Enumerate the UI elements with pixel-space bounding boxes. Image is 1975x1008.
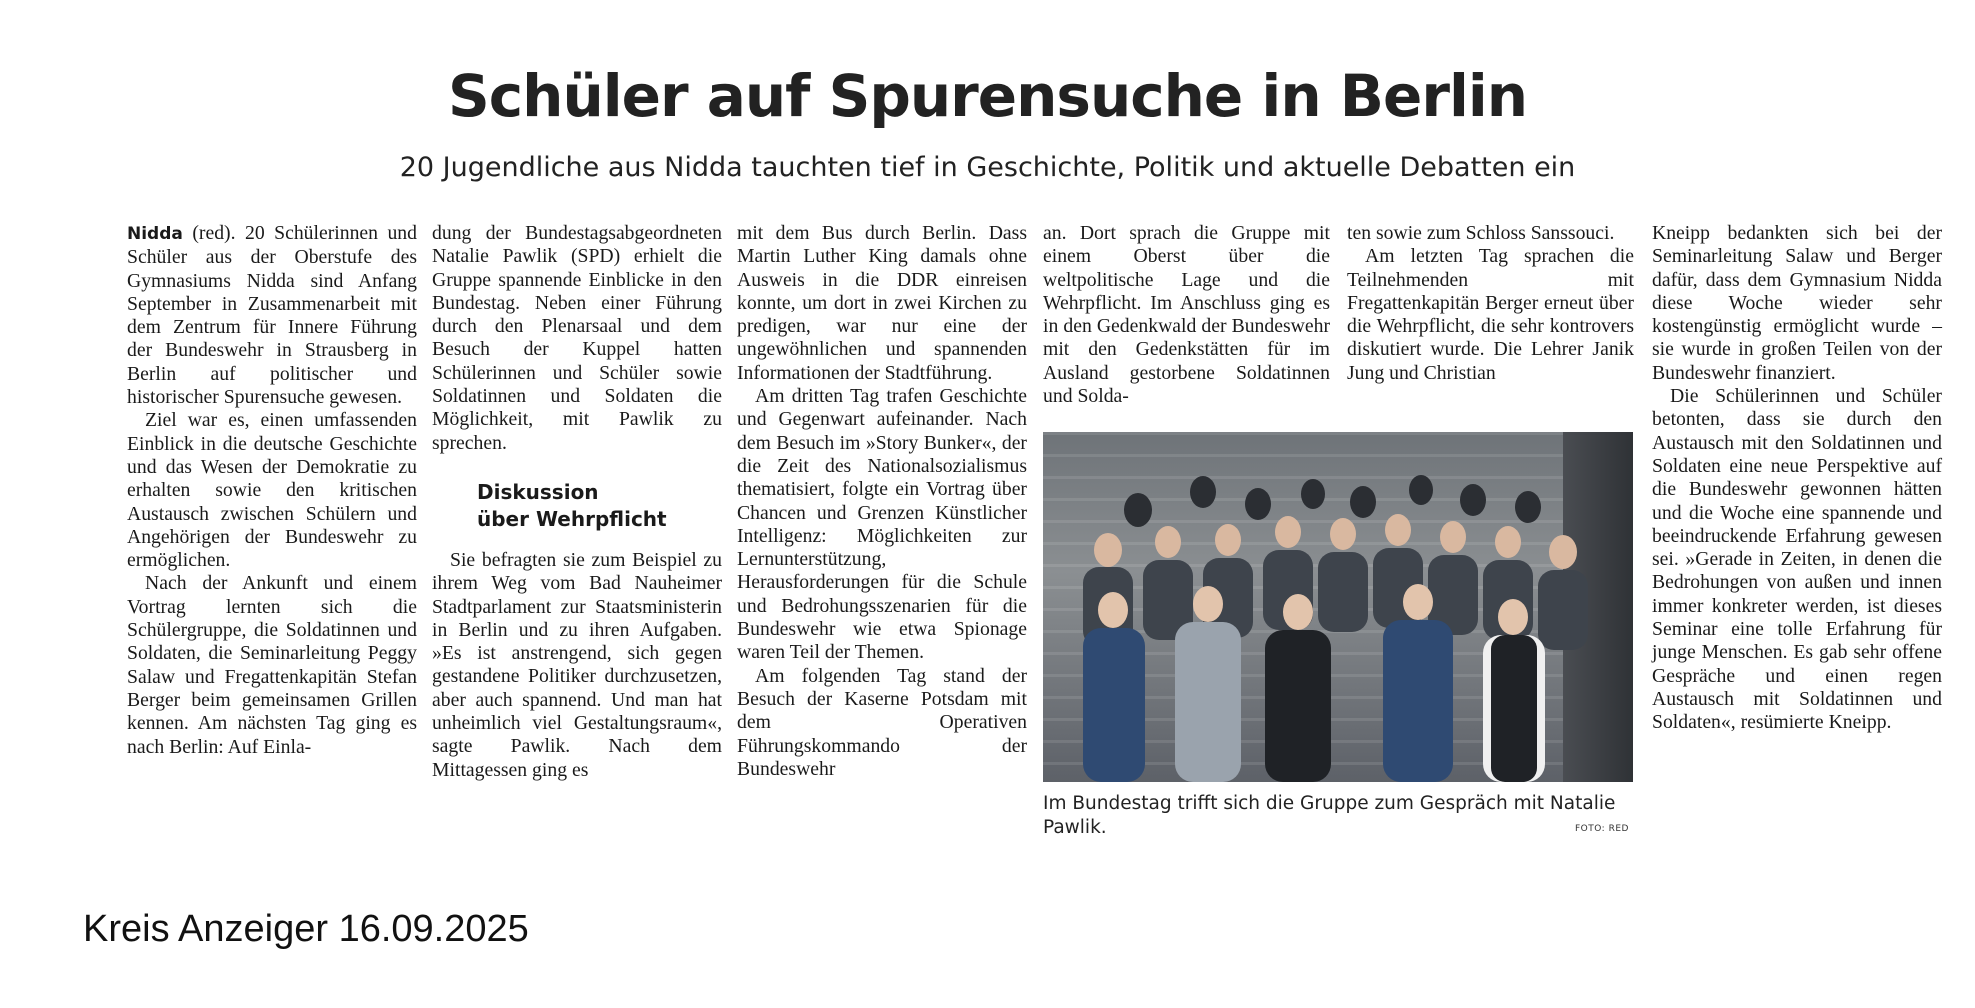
group-photo bbox=[1043, 432, 1633, 782]
column-4-paragraph-1: an. Dort sprach die Gruppe mit einem Oberst über die weltpolitische Lage und die Wehrpflicht. Im Anschluss ging es in den Gedenkwald der Bundeswehr mit den Gedenkstätten für im Ausland gestorbene Soldatinnen und Solda- bbox=[1043, 222, 1330, 408]
subheading-line-2: über Wehrpflicht bbox=[477, 506, 667, 531]
photo-caption: Im Bundestag trifft sich die Gruppe zum Gespräch mit Natalie Pawlik. bbox=[1043, 793, 1616, 838]
article-column-4 bbox=[1043, 222, 1330, 408]
column-6-paragraph-1: Kneipp bedankten sich bei der Seminarleitung Salaw und Berger dafür, dass dem Gymnasium Nidda diese Woche wieder sehr kostengünstig ermöglicht wurde – sie wurde in großen Teilen von der Bundeswehr finanziert. bbox=[1652, 222, 1942, 384]
group-people-illustration bbox=[1043, 432, 1633, 782]
column-1-paragraph-1-text: (red). 20 Schülerinnen und Schüler aus der Oberstufe des Gymnasiums Nidda sind Anfang September in Zusammenarbeit mit dem Zentrum für Innere Führung der Bundeswehr in Strausberg in Berlin auf politischer und historischer Spurensuche gewesen. bbox=[127, 222, 417, 409]
column-1-paragraph-2: Ziel war es, einen umfassenden Einblick in die deutsche Geschichte und das Wesen der Demokratie zu erhalten sowie den kritischen Austausch zwischen Schülern und Angehörigen der Bundeswehr zu ermöglichen. bbox=[127, 409, 417, 572]
article-column-1 bbox=[127, 222, 417, 759]
dateline: Nidda bbox=[127, 224, 183, 244]
column-1-paragraph-3: Nach der Ankunft und einem Vortrag lernten sich die Schülergruppe, die Soldatinnen und Soldaten, die Seminarleitung Peggy Salaw und Fregattenkapitän Stefan Berger beim gemeinsamen Grillen kennen. Am nächsten Tag ging es nach Berlin: Auf Einla- bbox=[127, 572, 417, 758]
article-column-5 bbox=[1347, 222, 1634, 385]
source-line: Kreis Anzeiger 16.09.2025 bbox=[83, 908, 529, 950]
column-3-paragraph-3: Am folgenden Tag stand der Besuch der Kaserne Potsdam mit dem Operativen Führungskommando der Bundeswehr bbox=[737, 664, 1027, 780]
column-6-paragraph-2: Die Schülerinnen und Schüler betonten, dass sie durch den Austausch mit den Soldatinnen und Soldaten eine neue Perspektive auf die Bundeswehr gewonnen hätten und die Woche eine spannende und beeindruckende Erfahrung gewesen sei. »Gerade in Zeiten, in denen die Bedrohungen von außen und innen immer konkreter werden, ist dieses Seminar eine tolle Erfahrung für junge Menschen. Es gab sehr offene Gespräche und einen regen Austausch mit Soldatinnen und Soldaten«, resümierte Kneipp. bbox=[1652, 385, 1942, 734]
column-2-paragraph-1: dung der Bundestagsabgeordneten Natalie Pawlik (SPD) erhielt die Gruppe spannende Einblicke in den Bundestag. Neben einer Führung durch den Plenarsaal und dem Besuch der Kuppel hatten Schülerinnen und Schüler sowie Soldatinnen und Soldaten die Möglichkeit, mit Pawlik zu sprechen. bbox=[432, 222, 722, 454]
column-5-paragraph-1: ten sowie zum Schloss Sanssouci. bbox=[1347, 222, 1615, 244]
column-1-paragraph-1 bbox=[127, 222, 417, 409]
column-5-paragraph-2: Am letzten Tag sprachen die Teilnehmenden mit Fregattenkapitän Berger erneut über die Wehrpflicht, die sehr kontrovers diskutiert wurde. Die Lehrer Janik Jung und Christian bbox=[1347, 245, 1634, 384]
column-3-paragraph-1: mit dem Bus durch Berlin. Dass Martin Luther King damals ohne Ausweis in die DDR einreisen konnte, um dort in zwei Kirchen zu predigen, war nur eine der ungewöhnlichen und spannenden Informationen der Stadtführung. bbox=[737, 222, 1027, 384]
article-column-6 bbox=[1652, 222, 1942, 735]
photo-credit: FOTO: RED bbox=[1575, 824, 1629, 834]
column-2-paragraph-2: Sie befragten sie zum Beispiel zu ihrem Weg vom Bad Nauheimer Stadtparlament zur Staatsministerin in Berlin und zu ihren Aufgaben. »Es ist anstrengend, sich gegen gestandene Politiker durchzusetzen, aber auch spannend. Und man hat unheimlich viel Gestaltungsraum«, sagte Pawlik. Nach dem Mittagessen ging es bbox=[432, 548, 722, 781]
article-column-2 bbox=[432, 222, 722, 782]
subheading-line-1: Diskussion bbox=[477, 479, 599, 504]
article-subheadline: 20 Jugendliche aus Nidda tauchten tief in Geschichte, Politik und aktuelle Debatten ein bbox=[399, 152, 1576, 183]
article-headline: Schüler auf Spurensuche in Berlin bbox=[448, 62, 1527, 130]
article-column-3 bbox=[737, 222, 1027, 781]
column-3-paragraph-2: Am dritten Tag trafen Geschichte und Gegenwart aufeinander. Nach dem Besuch im »Story Bunker«, der die Zeit des Nationalsozialismus thematisiert, folgte ein Vortrag über Chancen und Grenzen Künstlicher Intelligenz: Möglichkeiten zur Lernunterstützung, Herausforderungen für die Schule und Bedrohungsszenarien für die Bundeswehr wie etwa Spionage waren Teil der Themen. bbox=[737, 385, 1027, 664]
section-subheading bbox=[477, 479, 722, 533]
